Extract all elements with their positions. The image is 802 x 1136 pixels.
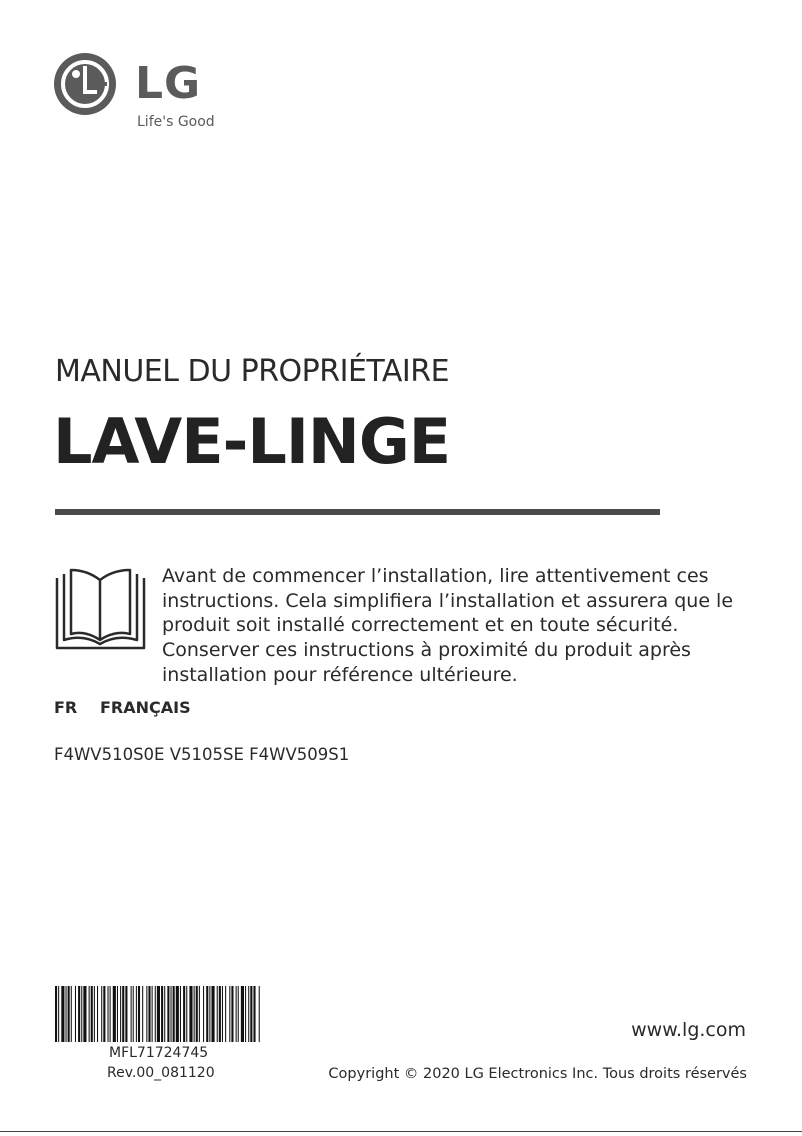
- revision-label: Rev.00_081120: [107, 1065, 215, 1081]
- model-numbers: F4WV510S0E V5105SE F4WV509S1: [54, 745, 350, 764]
- language-code: FR: [54, 698, 78, 717]
- notice-line: installation pour référence ultérieure.: [162, 663, 518, 686]
- open-book-icon: [55, 568, 146, 651]
- installation-notice: [162, 564, 762, 688]
- lg-logo: [53, 52, 253, 132]
- language-name: FRANÇAIS: [100, 698, 191, 717]
- website-link[interactable]: www.lg.com: [631, 1019, 746, 1041]
- notice-line: Conserver ces instructions à proximité du produit après: [162, 639, 691, 662]
- lg-face-icon: [53, 52, 117, 116]
- logo-wordmark: LG: [135, 58, 202, 109]
- barcode-number: MFL71724745: [109, 1045, 209, 1061]
- barcode-image: [55, 986, 260, 1046]
- notice-line: Avant de commencer l’installation, lire attentivement ces: [162, 565, 709, 587]
- copyright-notice: Copyright © 2020 LG Electronics Inc. Tous droits réservés: [328, 1066, 747, 1082]
- manual-subtitle: MANUEL DU PROPRIÉTAIRE: [55, 354, 450, 389]
- title-divider: [55, 509, 660, 515]
- notice-line: produit soit installé correctement et en toute sécurité.: [162, 614, 679, 637]
- logo-slogan: Life's Good: [137, 114, 215, 130]
- page-bottom-border: [0, 1131, 802, 1132]
- notice-line: instructions. Cela simplifiera l’installation et assurera que le: [162, 589, 734, 612]
- product-title: LAVE-LINGE: [53, 405, 451, 478]
